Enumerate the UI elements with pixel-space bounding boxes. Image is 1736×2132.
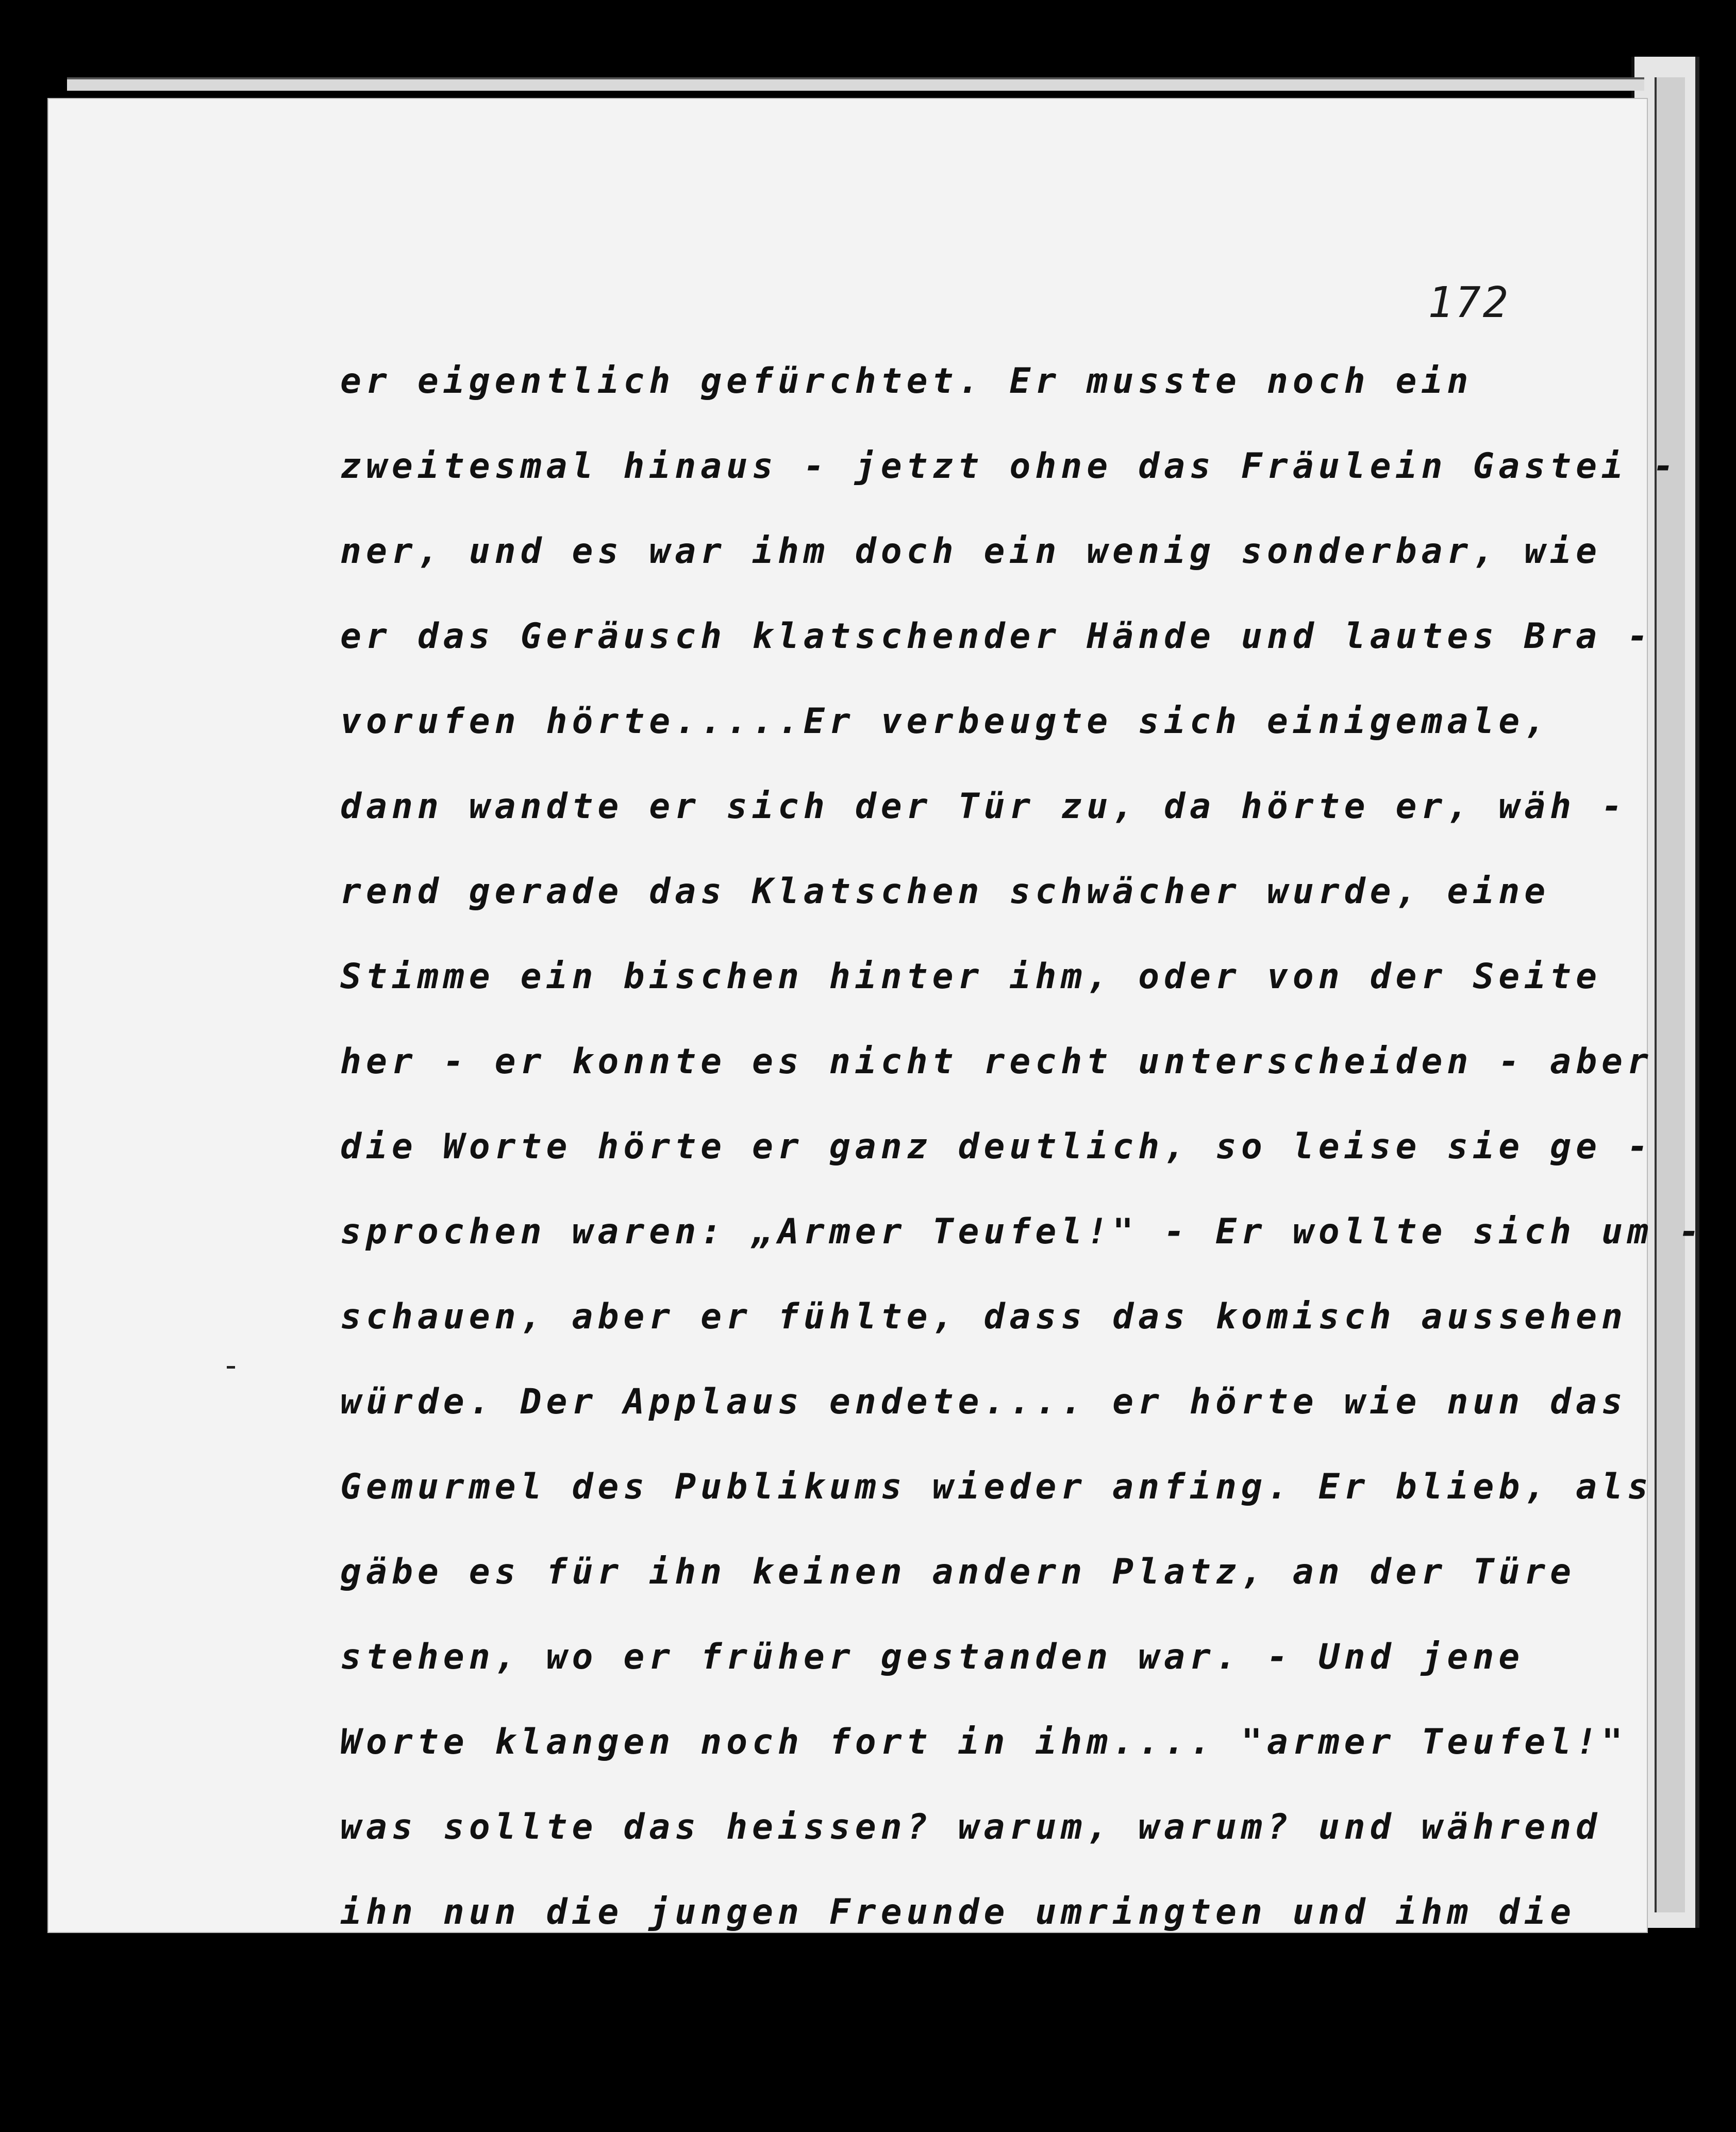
text-line: er das Geräusch klatschender Hände und lautes Bra -	[340, 616, 1653, 657]
page-number: 172	[1428, 278, 1511, 327]
text-line: Stimme ein bischen hinter ihm, oder von der Seite	[340, 956, 1602, 997]
margin-mark	[227, 1366, 235, 1369]
underlying-sheet-edge-inner	[1655, 77, 1685, 1912]
text-line: stehen, wo er früher gestanden war. - Und jene	[340, 1637, 1525, 1677]
text-line: dann wandte er sich der Tür zu, da hörte er, wäh -	[340, 786, 1627, 827]
text-line: zweitesmal hinaus - jetzt ohne das Fräulein Gastei -	[340, 446, 1679, 487]
text-line: vorufen hörte.....Er verbeugte sich einigemale,	[340, 701, 1550, 742]
text-line: schauen, aber er fühlte, dass das komisch aussehen	[340, 1296, 1627, 1337]
text-line: er eigentlich gefürchtet. Er musste noch ein	[340, 361, 1473, 402]
text-line: gäbe es für ihn keinen andern Platz, an der Türe	[340, 1552, 1576, 1592]
text-line: Gemurmel des Publikums wieder anfing. Er blieb, als	[340, 1467, 1653, 1507]
text-line: ner, und es war ihm doch ein wenig sonderbar, wie	[340, 531, 1602, 572]
text-line: sprochen waren: „Armer Teufel!" - Er wollte sich um -	[340, 1211, 1705, 1252]
text-line: her - er konnte es nicht recht unterscheiden - aber	[340, 1041, 1653, 1082]
text-line: ihn nun die jungen Freunde umringten und ihm die	[340, 1892, 1576, 1933]
text-line: die Worte hörte er ganz deutlich, so leise sie ge -	[340, 1126, 1653, 1167]
text-line: rend gerade das Klatschen schwächer wurde, eine	[340, 871, 1550, 912]
underlying-sheet-top-edge	[67, 77, 1644, 91]
text-line: was sollte das heissen? warum, warum? und während	[340, 1807, 1602, 1847]
text-line: würde. Der Applaus endete.... er hörte wie nun das	[340, 1381, 1627, 1422]
text-line: Worte klangen noch fort in ihm.... "armer Teufel!"	[340, 1722, 1627, 1762]
